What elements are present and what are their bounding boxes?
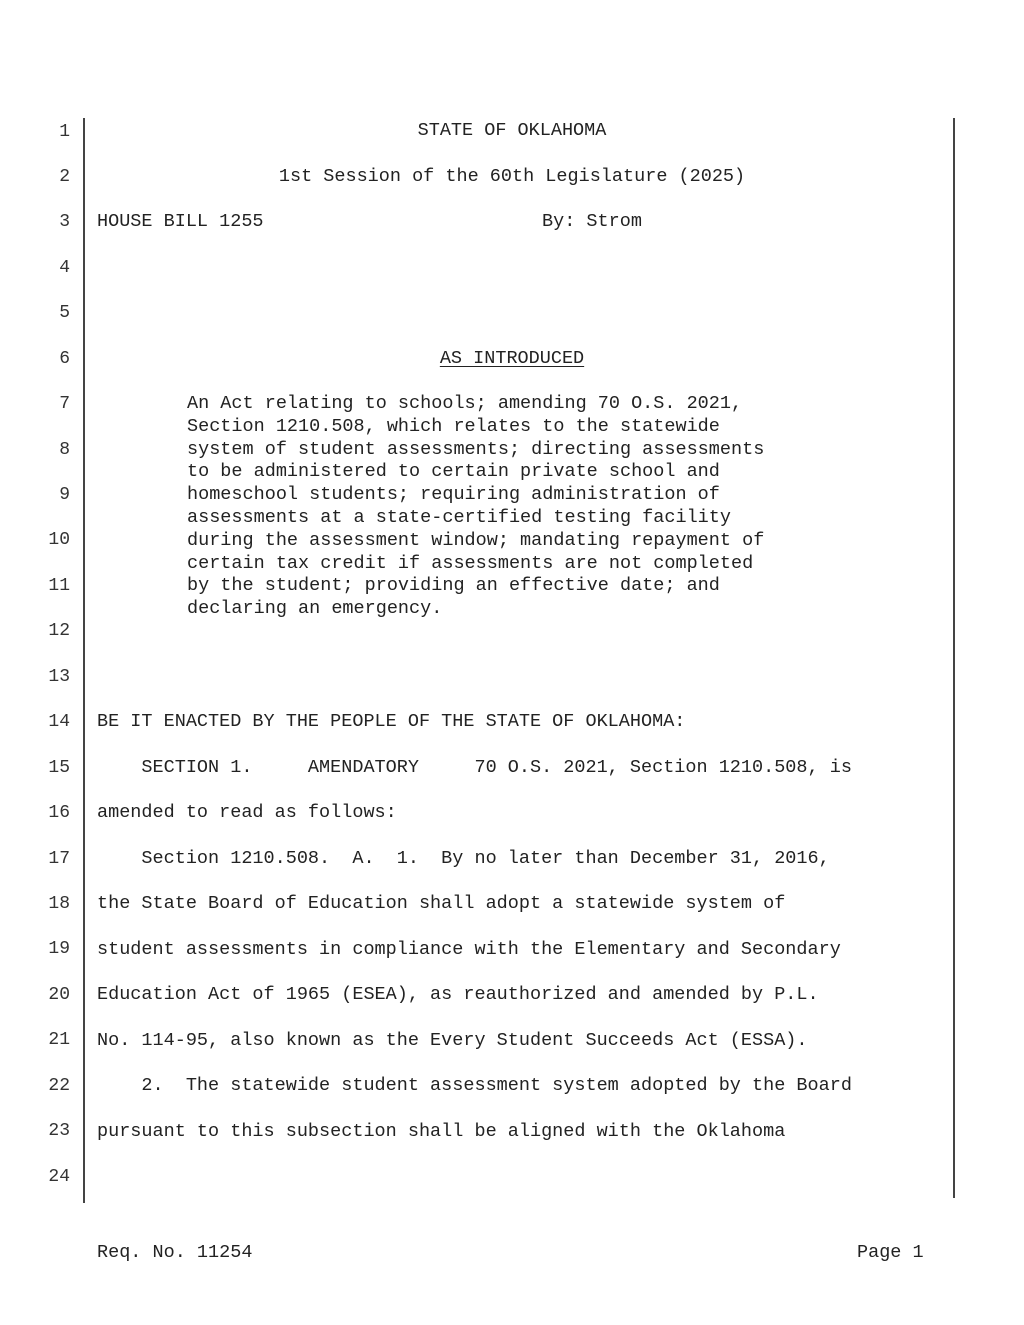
bill-number: HOUSE BILL 1255 bbox=[97, 211, 264, 232]
line-number: 22 bbox=[48, 1076, 70, 1096]
line-number: 4 bbox=[59, 258, 70, 278]
line-number: 13 bbox=[48, 667, 70, 687]
line-number: 11 bbox=[48, 576, 70, 596]
line-number: 23 bbox=[48, 1121, 70, 1141]
body-line: SECTION 1. AMENDATORY 70 O.S. 2021, Section 1210.508, is bbox=[97, 757, 852, 778]
line-number: 14 bbox=[48, 712, 70, 732]
line-number: 1 bbox=[59, 122, 70, 142]
right-margin-rule bbox=[953, 118, 955, 1198]
line-number: 18 bbox=[48, 894, 70, 914]
line-number: 9 bbox=[59, 485, 70, 505]
body-line: No. 114-95, also known as the Every Student Succeeds Act (ESSA). bbox=[97, 1030, 808, 1051]
body-line: Section 1210.508. A. 1. By no later than December 31, 2016, bbox=[97, 848, 830, 869]
body-line: pursuant to this subsection shall be aligned with the Oklahoma bbox=[97, 1121, 786, 1142]
line-number: 2 bbox=[59, 167, 70, 187]
bill-author: By: Strom bbox=[542, 211, 642, 232]
line-number: 15 bbox=[48, 758, 70, 778]
body-line: student assessments in compliance with the Elementary and Secondary bbox=[97, 939, 841, 960]
line-number: 10 bbox=[48, 530, 70, 550]
body-line: amended to read as follows: bbox=[97, 802, 397, 823]
line-number: 7 bbox=[59, 394, 70, 414]
act-abstract: An Act relating to schools; amending 70 O.S. 2021, Section 1210.508, which relates to the statewide system of student assessments; directing assessments to be administered to certain private school and homeschool students; requiring administration of assessments at a state-certified testing facility during the assessment window; mandating repayment of certain tax credit if assessments are not completed by the student; providing an effective date; and declaring an emergency. bbox=[187, 393, 765, 620]
line-number: 20 bbox=[48, 985, 70, 1005]
line-number: 5 bbox=[59, 303, 70, 323]
enacting-clause: BE IT ENACTED BY THE PEOPLE OF THE STATE OF OKLAHOMA: bbox=[97, 711, 686, 732]
line-number: 3 bbox=[59, 212, 70, 232]
request-number: Req. No. 11254 bbox=[97, 1242, 253, 1263]
line-number: 24 bbox=[48, 1167, 70, 1187]
line-number: 17 bbox=[48, 849, 70, 869]
introduced-status: AS INTRODUCED bbox=[439, 348, 585, 369]
body-line: Education Act of 1965 (ESEA), as reauthorized and amended by P.L. bbox=[97, 984, 819, 1005]
left-margin-rule bbox=[83, 118, 85, 1203]
state-heading: STATE OF OKLAHOMA bbox=[417, 120, 607, 141]
session-heading: 1st Session of the 60th Legislature (2025) bbox=[278, 166, 746, 187]
line-number: 19 bbox=[48, 939, 70, 959]
line-number: 21 bbox=[48, 1030, 70, 1050]
body-line: 2. The statewide student assessment system adopted by the Board bbox=[97, 1075, 852, 1096]
line-number: 16 bbox=[48, 803, 70, 823]
line-number: 8 bbox=[59, 440, 70, 460]
body-line: the State Board of Education shall adopt a statewide system of bbox=[97, 893, 786, 914]
line-number: 12 bbox=[48, 621, 70, 641]
page-number: Page 1 bbox=[857, 1242, 924, 1263]
line-number: 6 bbox=[59, 349, 70, 369]
